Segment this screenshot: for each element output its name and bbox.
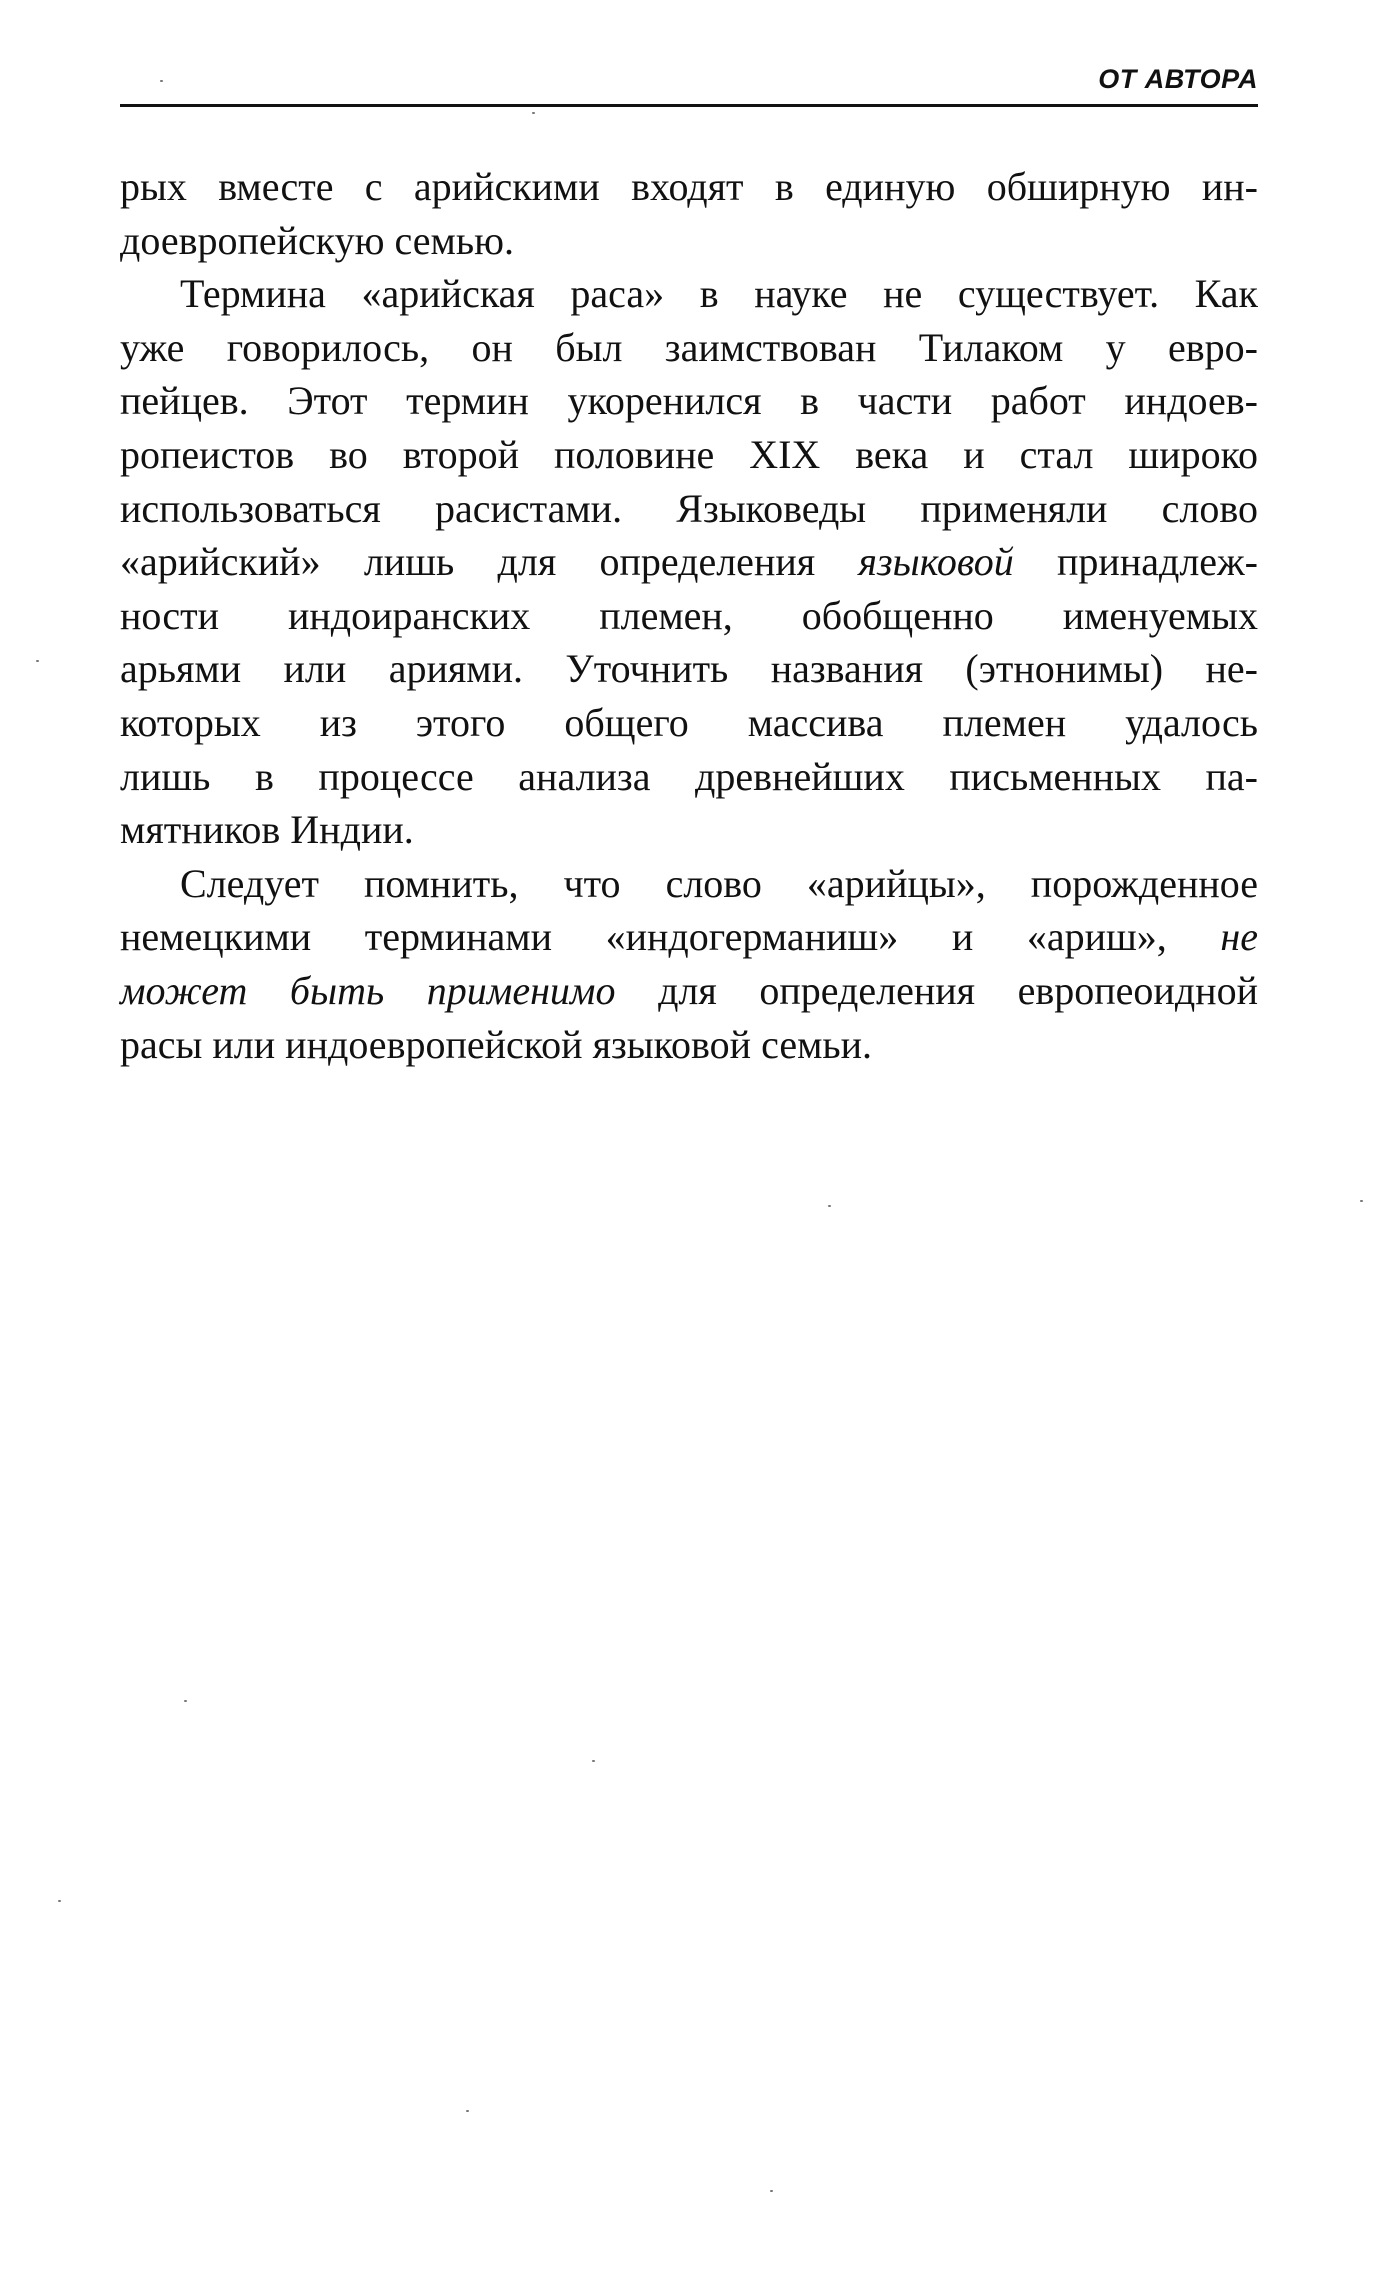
running-head	[120, 60, 1258, 107]
text-line: ности индоиранских племен, обобщенно именуемых	[120, 592, 1258, 638]
paragraph	[120, 267, 1258, 857]
text-line	[120, 964, 1258, 1018]
running-head-title: ОТ АВТОРА	[1098, 64, 1258, 94]
italic-emphasis: языковой	[858, 539, 1014, 585]
text-line: доевропейскую семью.	[120, 217, 514, 263]
text-line	[120, 535, 1258, 589]
text-line: арьями или ариями. Уточнить названия (этнонимы) не-	[120, 646, 1258, 692]
scan-speck	[770, 2190, 773, 2192]
scan-speck	[160, 80, 163, 82]
text-line: лишь в процессе анализа древнейших письменных па-	[120, 753, 1258, 799]
text-line: мятников Индии.	[120, 807, 414, 853]
paragraph	[120, 160, 1258, 267]
scan-speck	[36, 660, 39, 662]
text-segment: немецкими терминами «индогерманиш» и «ариш»,	[120, 914, 1221, 960]
italic-emphasis: не	[1220, 914, 1258, 960]
text-line: расы или индоевропейской языковой семьи.	[120, 1021, 873, 1067]
text-segment: принадлеж-	[1013, 539, 1258, 585]
text-segment: «арийский» лишь для определения	[120, 539, 859, 585]
scan-speck	[184, 1700, 187, 1702]
paragraph	[120, 857, 1258, 1071]
text-line: рых вместе с арийскими входят в единую обширную ин-	[120, 164, 1258, 209]
text-line: уже говорилось, он был заимствован Тилаком у евро-	[120, 324, 1258, 370]
body-text	[120, 160, 1258, 1071]
scan-speck	[592, 1760, 595, 1762]
text-line: которых из этого общего массива племен удалось	[120, 699, 1258, 745]
scan-speck	[532, 112, 535, 114]
text-line	[120, 910, 1258, 964]
scan-speck	[828, 1205, 831, 1207]
text-line: пейцев. Этот термин укоренился в части работ индоев-	[120, 378, 1258, 424]
text-line: Следует помнить, что слово «арийцы», порожденное	[180, 860, 1258, 906]
text-line: Термина «арийская раса» в науке не существует. Как	[180, 271, 1258, 317]
text-line: ропеистов во второй половине XIX века и стал широко	[120, 431, 1258, 477]
italic-emphasis: может быть применимо	[120, 967, 616, 1013]
text-line: использоваться расистами. Языковеды применяли слово	[120, 485, 1258, 531]
scan-speck	[1360, 1200, 1363, 1202]
scan-speck	[466, 2110, 469, 2112]
text-segment: для определения европеоидной	[615, 967, 1258, 1013]
scan-speck	[58, 1900, 61, 1902]
